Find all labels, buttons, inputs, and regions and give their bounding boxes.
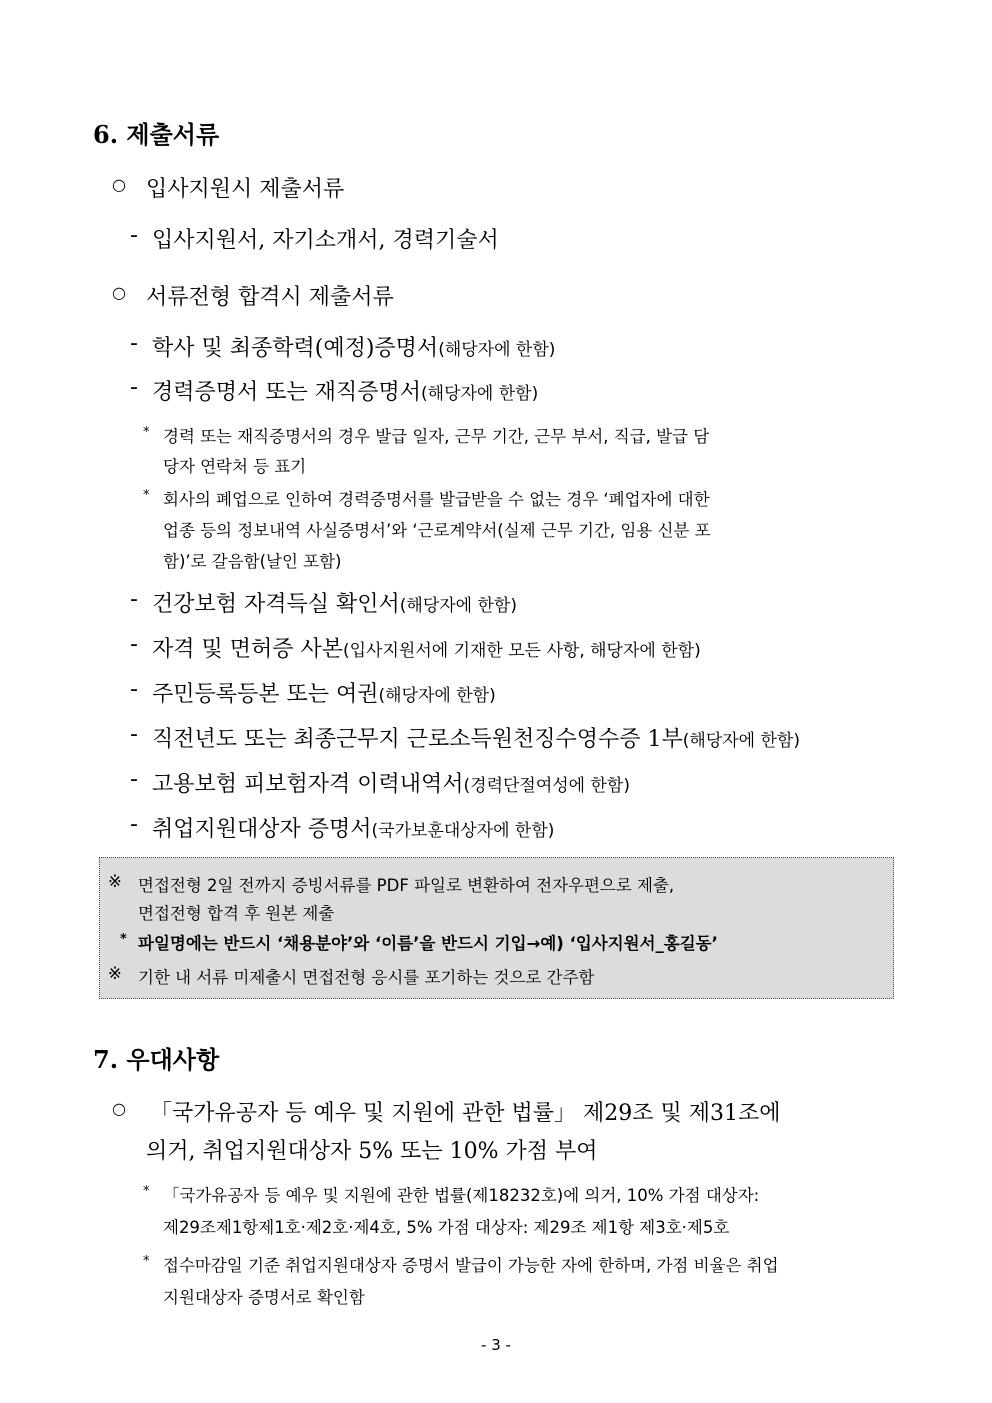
section-7-heading: 7. 우대사항 <box>93 1045 220 1074</box>
star-marker: * <box>143 425 150 440</box>
dash-item-resident-registration <box>130 677 890 707</box>
reference-mark: ※ <box>108 964 122 983</box>
star-marker: * <box>143 1254 150 1269</box>
dash-marker: - <box>130 812 138 837</box>
item-main: 경력증명서 또는 재직증명서 <box>152 380 422 405</box>
item-main: 학사 및 최종학력(예정)증명서 <box>152 336 439 361</box>
dash-item-application-docs <box>130 223 830 253</box>
note-line: 경력 또는 재직증명서의 경우 발급 일자, 근무 기간, 근무 부서, 직급, 발급 담 <box>163 427 710 446</box>
item-main: 건강보험 자격득실 확인서 <box>152 592 400 617</box>
dash-item-license-copy <box>130 632 890 662</box>
career-note-1 <box>143 423 903 483</box>
bullet-text: 의거, 취업지원대상자 5% 또는 10% 가점 부여 <box>146 1139 598 1164</box>
star-marker: * <box>143 488 150 503</box>
notice-line: 면접전형 2일 전까지 증빙서류를 PDF 파일로 변환하여 전자우편으로 제출, <box>138 876 675 895</box>
item-note: (해당자에 한함) <box>438 340 556 360</box>
dash-marker: - <box>130 331 138 356</box>
dash-marker: - <box>130 375 138 400</box>
dash-item-text: 입사지원서, 자기소개서, 경력기술서 <box>152 228 499 253</box>
circle-marker: ○ <box>112 1099 126 1118</box>
dash-marker: - <box>130 677 138 702</box>
item-main: 고용보험 피보험자격 이력내역서 <box>152 772 464 797</box>
item-note: (국가보훈대상자에 한함) <box>371 821 555 841</box>
dash-marker: - <box>130 223 138 248</box>
notice-filename-rule: 파일명에는 반드시 ‘채용분야’와 ‘이름’을 반드시 기입→예) ‘입사지원서_홍길동’ <box>138 934 718 953</box>
preference-note-2 <box>143 1252 903 1312</box>
note-line: 「국가유공자 등 예우 및 지원에 관한 법률(제18232호)에 의거, 10% 가점 대상자: <box>163 1186 760 1205</box>
item-note: (해당자에 한함) <box>378 686 496 706</box>
note-line: 지원대상자 증명서로 확인함 <box>163 1288 365 1307</box>
dash-marker: - <box>130 587 138 612</box>
circle-marker: ○ <box>112 283 126 302</box>
dash-item-employment-insurance <box>130 767 890 797</box>
note-line: 당자 연락처 등 표기 <box>163 457 307 476</box>
star-marker: * <box>143 1184 150 1199</box>
bullet-submission-on-apply <box>112 172 812 202</box>
bullet-text: 「국가유공자 등 예우 및 지원에 관한 법률」 제29조 및 제31조에 <box>150 1101 781 1126</box>
bullet-text: 서류전형 합격시 제출서류 <box>146 285 394 310</box>
dash-marker: - <box>130 767 138 792</box>
notice-box <box>99 857 894 999</box>
dash-marker: - <box>130 722 138 747</box>
reference-mark: ※ <box>108 872 122 891</box>
note-line: 함)’로 갈음함(날인 포함) <box>163 552 342 571</box>
preference-note-1 <box>143 1182 903 1242</box>
bullet-submission-on-pass <box>112 280 812 310</box>
note-line: 업종 등의 정보내역 사실증명서’와 ‘근로계약서(실제 근무 기간, 임용 신분 포 <box>163 521 711 540</box>
bullet-preference <box>112 1096 902 1166</box>
notice-line: 기한 내 서류 미제출시 면접전형 응시를 포기하는 것으로 간주함 <box>138 968 595 987</box>
section-6-heading: 6. 제출서류 <box>93 120 220 149</box>
star-marker: * <box>120 932 127 947</box>
dash-item-employment-support-certificate <box>130 812 890 842</box>
item-main: 주민등록등본 또는 여권 <box>152 682 379 707</box>
circle-marker: ○ <box>112 175 126 194</box>
dash-item-degree-certificate <box>130 331 890 361</box>
item-main: 자격 및 면허증 사본 <box>152 637 343 662</box>
page-number: - 3 - <box>481 1336 511 1354</box>
dash-marker: - <box>130 632 138 657</box>
note-line: 접수마감일 기준 취업지원대상자 증명서 발급이 가능한 자에 한하며, 가점 비율은 취업 <box>163 1256 779 1275</box>
item-main: 취업지원대상자 증명서 <box>152 817 372 842</box>
dash-item-career-certificate <box>130 375 890 405</box>
note-line: 회사의 폐업으로 인하여 경력증명서를 발급받을 수 없는 경우 ‘폐업자에 대한 <box>163 490 710 509</box>
item-note: (해당자에 한함) <box>682 731 800 751</box>
notice-line: 면접전형 합격 후 원본 제출 <box>138 904 335 923</box>
dash-item-health-insurance <box>130 587 890 617</box>
item-note: (해당자에 한함) <box>399 596 517 616</box>
item-note: (경력단절여성에 한함) <box>463 776 630 796</box>
item-main: 직전년도 또는 최종근무지 근로소득원천징수영수증 1부 <box>152 727 683 752</box>
item-note: (해당자에 한함) <box>421 384 539 404</box>
note-line: 제29조제1항제1호·제2호·제4호, 5% 가점 대상자: 제29조 제1항 제3호·제5호 <box>163 1218 730 1237</box>
career-note-2 <box>143 486 903 576</box>
dash-item-income-tax-receipt <box>130 722 900 752</box>
item-note: (입사지원서에 기재한 모든 사항, 해당자에 한함) <box>343 641 701 661</box>
bullet-text: 입사지원시 제출서류 <box>146 177 345 202</box>
